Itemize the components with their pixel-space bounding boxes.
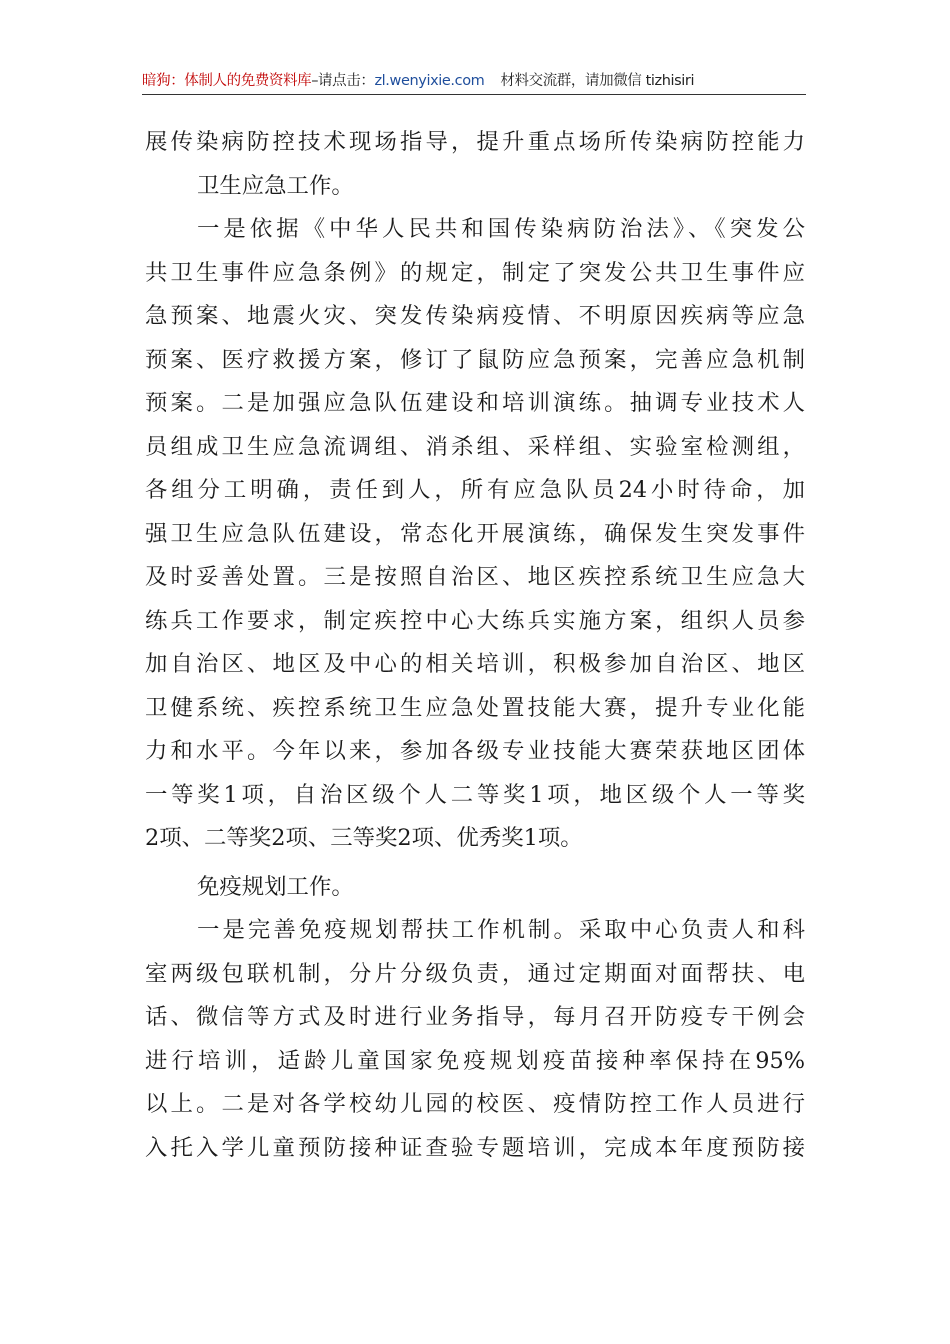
paragraph-line: 一等奖1项，自治区级个人二等奖1项，地区级个人一等奖	[145, 781, 805, 808]
header-wechat-note: 材料交流群，请加微信 tizhisiri	[500, 73, 695, 89]
paragraph-line: 共卫生事件应急条例》的规定，制定了突发公共卫生事件应	[145, 259, 805, 286]
paragraph-line: 练兵工作要求，制定疾控中心大练兵实施方案，组织人员参	[145, 607, 805, 634]
paragraph-line: 话、微信等方式及时进行业务指导，每月召开防疫专干例会	[145, 1004, 805, 1030]
paragraph-line: 2项、二等奖2项、三等奖2项、优秀奖1项。	[145, 825, 583, 851]
page-header	[142, 68, 806, 95]
paragraph-line: 进行培训，适龄儿童国家免疫规划疫苗接种率保持在95%	[145, 1047, 805, 1074]
paragraph-line: 力和水平。今年以来，参加各级专业技能大赛荣获地区团体	[145, 738, 805, 764]
document-body	[145, 121, 805, 1170]
paragraph-line: 一是依据《中华人民共和国传染病防治法》、《突发公	[197, 216, 805, 242]
paragraph-line: 入托入学儿童预防接种证查验专题培训，完成本年度预防接	[145, 1134, 805, 1161]
header-url-link[interactable]: zl.wenyixie.com	[374, 73, 485, 89]
paragraph-line: 室两级包联机制，分片分级负责，通过定期面对面帮扶、电	[145, 960, 805, 987]
paragraph-line: 员组成卫生应急流调组、消杀组、采样组、实验室检测组，	[145, 433, 805, 460]
paragraph-line: 强卫生应急队伍建设，常态化开展演练，确保发生突发事件	[145, 520, 805, 547]
paragraph-line: 以上。二是对各学校幼儿园的校医、疫情防控工作人员进行	[145, 1091, 805, 1117]
header-click-prefix: –请点击：	[311, 73, 375, 89]
paragraph-line: 各组分工明确，责任到人，所有应急队员24小时待命，加	[145, 477, 805, 503]
paragraph-line: 急预案、地震火灾、突发传染病疫情、不明原因疾病等应急	[145, 303, 805, 329]
paragraph-line: 及时妥善处置。三是按照自治区、地区疾控系统卫生应急大	[145, 564, 805, 590]
section-heading-emergency: 卫生应急工作。	[197, 172, 354, 199]
section-heading-immunization: 免疫规划工作。	[197, 873, 354, 900]
header-brand: 暗狗：体制人的免费资料库	[142, 73, 312, 89]
paragraph-line: 展传染病防控技术现场指导，提升重点场所传染病防控能力	[145, 129, 805, 155]
paragraph-line: 预案。二是加强应急队伍建设和培训演练。抽调专业技术人	[145, 390, 805, 416]
paragraph-line: 加自治区、地区及中心的相关培训，积极参加自治区、地区	[145, 651, 805, 677]
paragraph-line: 预案、医疗救援方案，修订了鼠防应急预案，完善应急机制	[145, 346, 805, 373]
paragraph-line: 卫健系统、疾控系统卫生应急处置技能大赛，提升专业化能	[145, 694, 805, 721]
paragraph-line: 一是完善免疫规划帮扶工作机制。采取中心负责人和科	[197, 917, 805, 943]
